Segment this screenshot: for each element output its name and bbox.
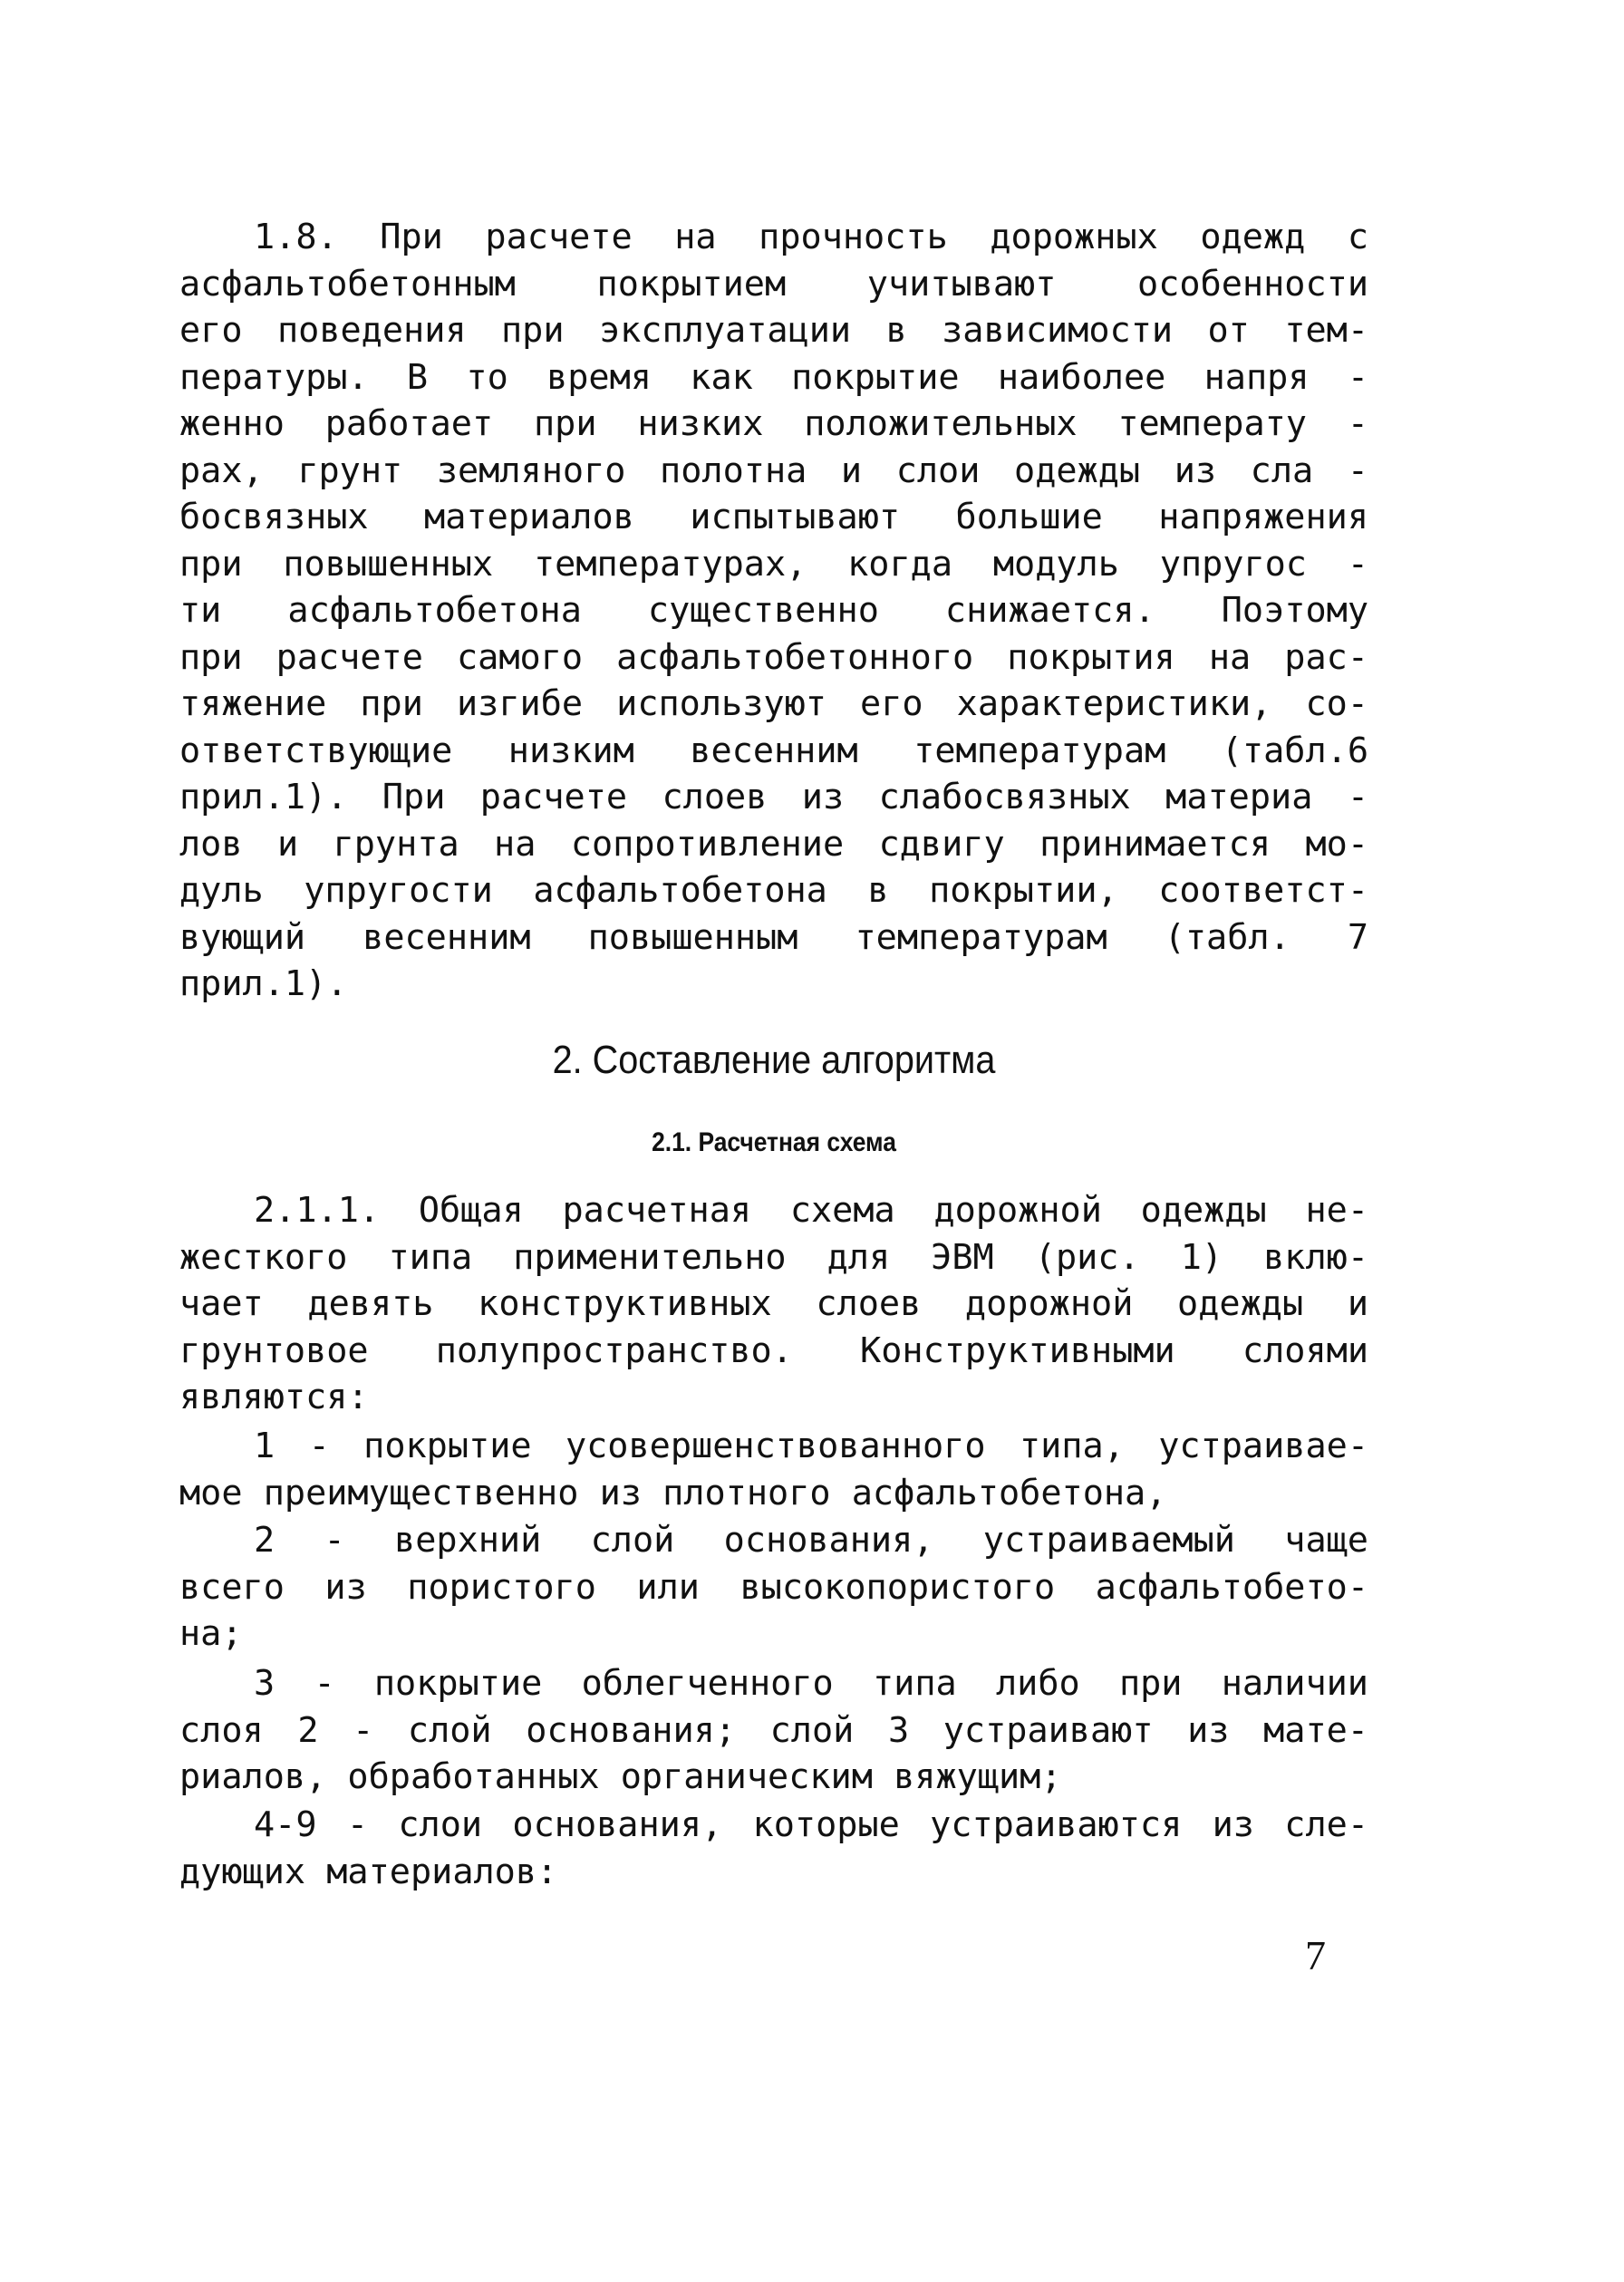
- text-line: пературы. В то время как покрытие наиболее напря -: [179, 356, 1368, 398]
- paragraph-1-8: [179, 214, 1368, 1008]
- section-heading: 2. Составление алгоритма: [552, 1038, 996, 1082]
- text-line: босвязных материалов испытывают большие напряжения: [179, 497, 1368, 537]
- text-line: всего из пористого или высокопористого асфальтобето-: [179, 1566, 1368, 1608]
- text-line: прил.1). При расчете слоев из слабосвязных материа -: [179, 777, 1368, 817]
- text-line: вующий весенним повышенным температурам (табл. 7: [179, 916, 1368, 958]
- text-line: 3 - покрытие облегченного типа либо при наличии: [254, 1663, 1368, 1704]
- text-line: слоя 2 - слой основания; слой 3 устраивают из мате-: [179, 1709, 1368, 1751]
- text-line: на;: [179, 1613, 243, 1654]
- text-line: при расчете самого асфальтобетонного покрытия на рас-: [179, 636, 1368, 678]
- text-line: дующих материалов:: [179, 1851, 558, 1892]
- text-line: прил.1).: [179, 963, 348, 1004]
- text-line: грунтовое полупространство. Конструктивными слоями: [179, 1330, 1368, 1371]
- list-item-layer-2: [179, 1517, 1368, 1658]
- text-line: мое преимущественно из плотного асфальтобетона,: [179, 1472, 1167, 1513]
- text-line: дуль упругости асфальтобетона в покрытии, соответст-: [179, 870, 1368, 911]
- text-line: чает девять конструктивных слоев дорожной одежды и: [179, 1283, 1368, 1324]
- text-line: лов и грунта на сопротивление сдвигу принимается мо-: [179, 823, 1368, 865]
- text-line: асфальтобетонным покрытием учитывают особенности: [179, 263, 1368, 305]
- text-line: рах, грунт земляного полотна и слои одежды из сла -: [179, 450, 1368, 491]
- text-line: жесткого типа применительно для ЭВМ (рис. 1) вклю-: [179, 1236, 1368, 1278]
- page-number: 7: [1305, 1932, 1326, 1978]
- text-line: ответствующие низким весенним температурам (табл.6: [179, 730, 1368, 771]
- list-item-layer-1: [179, 1423, 1368, 1516]
- paragraph-2-1-1: [179, 1187, 1368, 1421]
- text-line: 4-9 - слои основания, которые устраиваются из сле-: [254, 1804, 1368, 1845]
- text-line: при повышенных температурах, когда модуль упругос -: [179, 543, 1368, 585]
- text-line: 1 - покрытие усовершенствованного типа, устраивае-: [254, 1426, 1368, 1466]
- list-item-layer-3: [179, 1660, 1368, 1801]
- text-line: его поведения при эксплуатации в зависимости от тем-: [179, 310, 1368, 351]
- text-line: женно работает при низких положительных температу -: [179, 403, 1368, 444]
- text-line: 2 - верхний слой основания, устраиваемый чаще: [254, 1520, 1368, 1561]
- text-line: риалов, обработанных органическим вяжущим;: [179, 1756, 1062, 1797]
- list-item-layers-4-9: [179, 1802, 1368, 1895]
- text-line: являются:: [179, 1377, 369, 1417]
- text-line: 2.1.1. Общая расчетная схема дорожной одежды не-: [254, 1190, 1368, 1231]
- text-line: тяжение при изгибе используют его характеристики, со-: [179, 683, 1368, 724]
- text-line: 1.8. При расчете на прочность дорожных одежд с: [254, 217, 1368, 257]
- text-line: ти асфальтобетона существенно снижается. Поэтому: [179, 590, 1368, 631]
- subsection-heading: 2.1. Расчетная схема: [652, 1127, 896, 1157]
